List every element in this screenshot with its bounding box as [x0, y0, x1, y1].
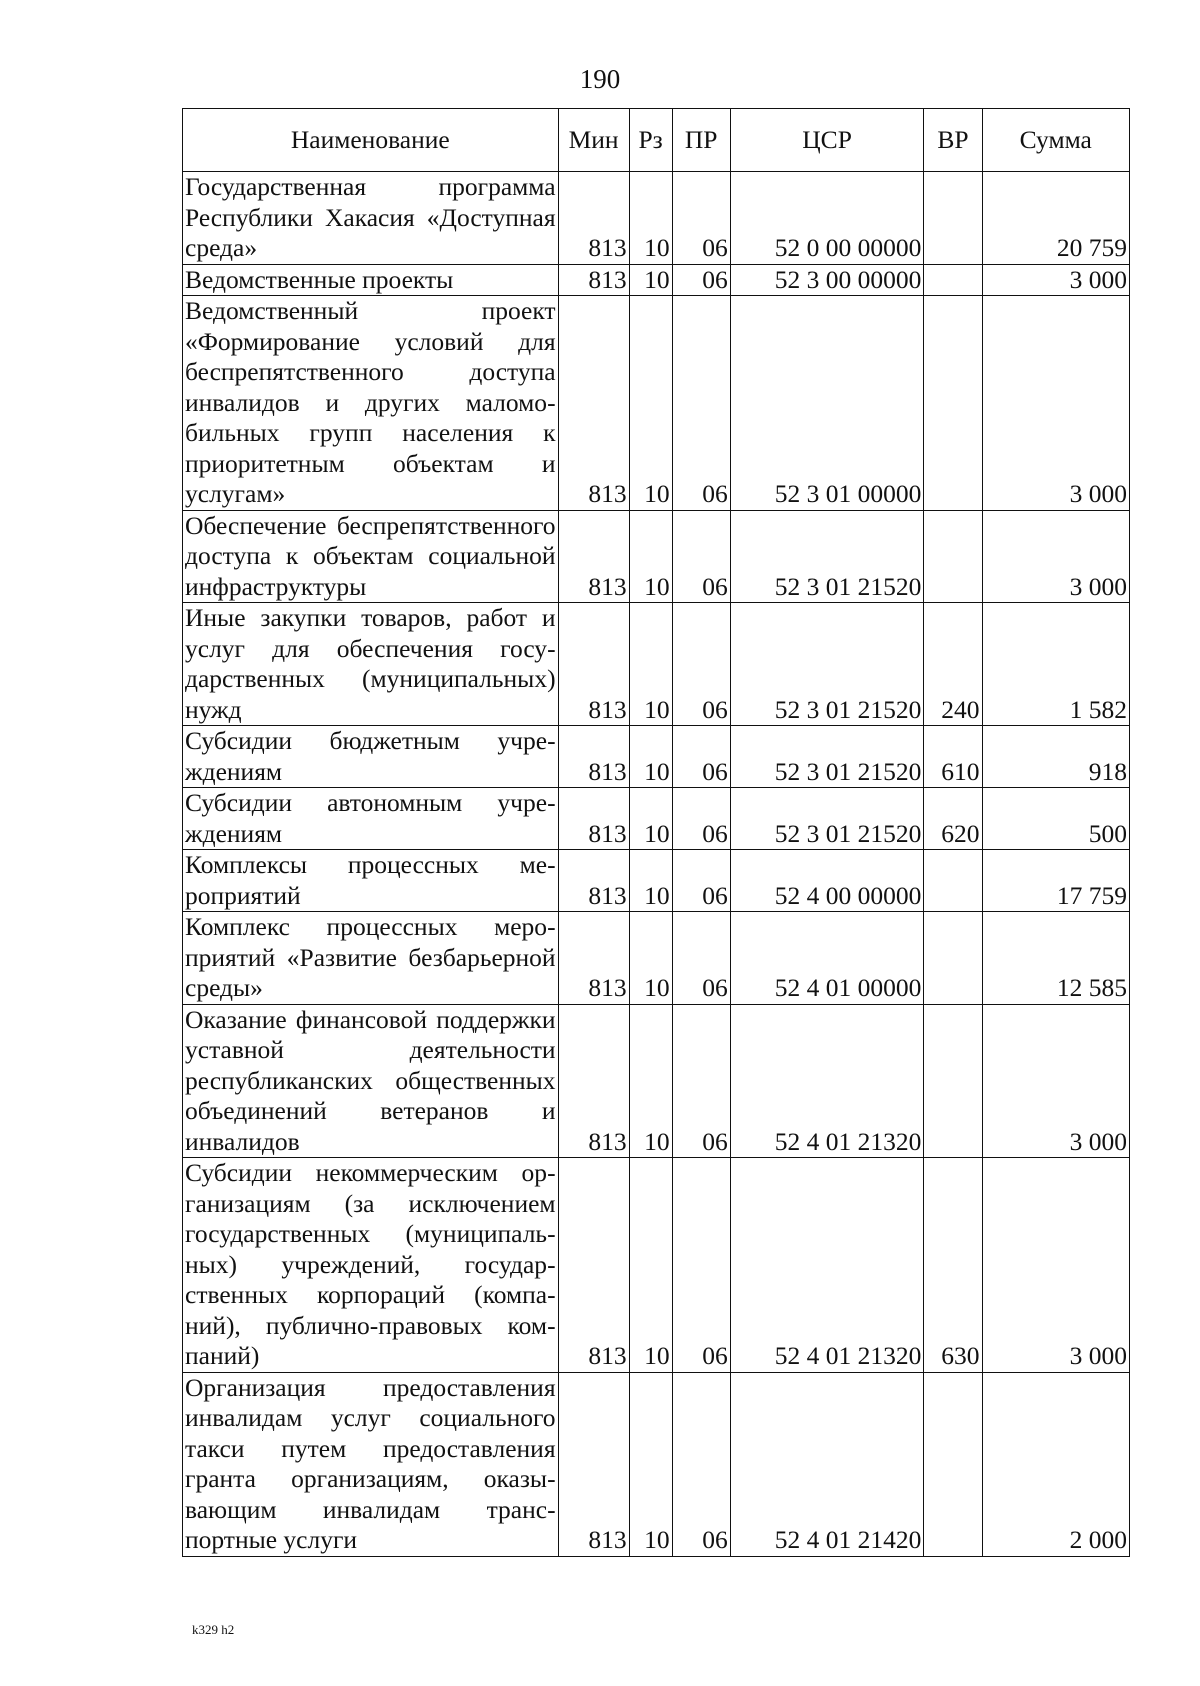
table-row	[183, 172, 1130, 265]
cell-name: Комплексы процессных мероприятий	[183, 850, 559, 912]
cell-rz: 10	[629, 603, 672, 726]
cell-sum: 1 582	[982, 603, 1129, 726]
cell-pr: 06	[672, 788, 730, 850]
table-row	[183, 1004, 1130, 1158]
cell-csr: 52 3 01 21520	[730, 510, 924, 603]
cell-pr: 06	[672, 603, 730, 726]
cell-sum: 2 000	[982, 1372, 1129, 1556]
cell-min: 813	[558, 603, 629, 726]
cell-sum: 500	[982, 788, 1129, 850]
table-row	[183, 912, 1130, 1005]
cell-vr: 610	[924, 726, 982, 788]
table-row	[183, 726, 1130, 788]
cell-pr: 06	[672, 510, 730, 603]
cell-min: 813	[558, 850, 629, 912]
column-header-min: Мин	[558, 109, 629, 172]
cell-sum: 918	[982, 726, 1129, 788]
cell-vr	[924, 912, 982, 1005]
page-number: 190	[579, 64, 621, 94]
cell-sum: 3 000	[982, 264, 1129, 296]
cell-name: Иные закупки товаров, работ и услуг для обеспечения государственных (муниципальных) нужд	[183, 603, 559, 726]
cell-rz: 10	[629, 788, 672, 850]
cell-rz: 10	[629, 510, 672, 603]
cell-pr: 06	[672, 912, 730, 1005]
table-row	[183, 788, 1130, 850]
cell-csr: 52 0 00 00000	[730, 172, 924, 265]
cell-pr: 06	[672, 172, 730, 265]
cell-name: Государственная программа Республики Хакасия «Доступная среда»	[183, 172, 559, 265]
cell-vr	[924, 1372, 982, 1556]
cell-csr: 52 4 01 21320	[730, 1004, 924, 1158]
cell-rz: 10	[629, 1372, 672, 1556]
cell-min: 813	[558, 912, 629, 1005]
cell-min: 813	[558, 1004, 629, 1158]
cell-csr: 52 3 01 21520	[730, 603, 924, 726]
cell-name: Субсидии автономным учреждениям	[183, 788, 559, 850]
cell-min: 813	[558, 264, 629, 296]
cell-rz: 10	[629, 296, 672, 511]
table-body	[183, 172, 1130, 1557]
cell-csr: 52 4 01 00000	[730, 912, 924, 1005]
column-header-csr: ЦСР	[730, 109, 924, 172]
cell-pr: 06	[672, 296, 730, 511]
cell-sum: 3 000	[982, 1004, 1129, 1158]
cell-sum: 12 585	[982, 912, 1129, 1005]
column-header-rz: Рз	[629, 109, 672, 172]
cell-name: Оказание финансовой поддержки уставной деятельности республиканских общественных объединений ветеранов и инвалидов	[183, 1004, 559, 1158]
column-header-sum: Сумма	[982, 109, 1129, 172]
table-row	[183, 510, 1130, 603]
cell-name: Субсидии некоммерческим организациям (за исключением государственных (муниципальных) учреждений, государственных корпораций (компаний), публично-правовых компаний)	[183, 1158, 559, 1373]
cell-rz: 10	[629, 172, 672, 265]
cell-sum: 20 759	[982, 172, 1129, 265]
cell-name: Комплекс процессных мероприятий «Развитие безбарьерной среды»	[183, 912, 559, 1005]
cell-csr: 52 3 01 21520	[730, 788, 924, 850]
cell-name: Ведомственный проект «Формирование условий для беспрепятственного доступа инвалидов и других маломобильных групп населения к приоритетным объектам и услугам»	[183, 296, 559, 511]
cell-min: 813	[558, 726, 629, 788]
cell-csr: 52 4 01 21320	[730, 1158, 924, 1373]
column-header-pr: ПР	[672, 109, 730, 172]
cell-name: Субсидии бюджетным учреждениям	[183, 726, 559, 788]
cell-sum: 3 000	[982, 1158, 1129, 1373]
cell-csr: 52 3 01 00000	[730, 296, 924, 511]
cell-name: Организация предоставления инвалидам услуг социального такси путем предоставления гранта организациям, оказывающим инвалидам транспортные услуги	[183, 1372, 559, 1556]
cell-vr	[924, 510, 982, 603]
table-header-row	[183, 109, 1130, 172]
table-row	[183, 1372, 1130, 1556]
cell-min: 813	[558, 510, 629, 603]
cell-csr: 52 3 00 00000	[730, 264, 924, 296]
cell-vr	[924, 850, 982, 912]
cell-vr	[924, 264, 982, 296]
cell-vr: 240	[924, 603, 982, 726]
cell-vr	[924, 172, 982, 265]
cell-sum: 3 000	[982, 510, 1129, 603]
cell-csr: 52 4 00 00000	[730, 850, 924, 912]
cell-min: 813	[558, 1158, 629, 1373]
cell-rz: 10	[629, 726, 672, 788]
cell-pr: 06	[672, 1372, 730, 1556]
cell-sum: 17 759	[982, 850, 1129, 912]
cell-csr: 52 3 01 21520	[730, 726, 924, 788]
cell-sum: 3 000	[982, 296, 1129, 511]
cell-pr: 06	[672, 264, 730, 296]
cell-pr: 06	[672, 726, 730, 788]
cell-vr: 620	[924, 788, 982, 850]
table-row	[183, 296, 1130, 511]
cell-rz: 10	[629, 1004, 672, 1158]
column-header-vr: ВР	[924, 109, 982, 172]
cell-csr: 52 4 01 21420	[730, 1372, 924, 1556]
table-row	[183, 1158, 1130, 1373]
cell-vr	[924, 296, 982, 511]
cell-rz: 10	[629, 850, 672, 912]
cell-vr	[924, 1004, 982, 1158]
cell-rz: 10	[629, 912, 672, 1005]
cell-min: 813	[558, 296, 629, 511]
cell-min: 813	[558, 172, 629, 265]
table-row	[183, 850, 1130, 912]
budget-table	[182, 108, 1130, 1557]
cell-vr: 630	[924, 1158, 982, 1373]
cell-pr: 06	[672, 850, 730, 912]
cell-min: 813	[558, 788, 629, 850]
cell-rz: 10	[629, 264, 672, 296]
cell-name: Ведомственные проекты	[183, 264, 559, 296]
cell-name: Обеспечение беспрепятственного доступа к объектам социальной инфраструктуры	[183, 510, 559, 603]
table-row	[183, 264, 1130, 296]
cell-rz: 10	[629, 1158, 672, 1373]
cell-pr: 06	[672, 1158, 730, 1373]
table-row	[183, 603, 1130, 726]
column-header-name: Наименование	[183, 109, 559, 172]
footer-code: k329 h2	[192, 1622, 235, 1637]
cell-pr: 06	[672, 1004, 730, 1158]
cell-min: 813	[558, 1372, 629, 1556]
